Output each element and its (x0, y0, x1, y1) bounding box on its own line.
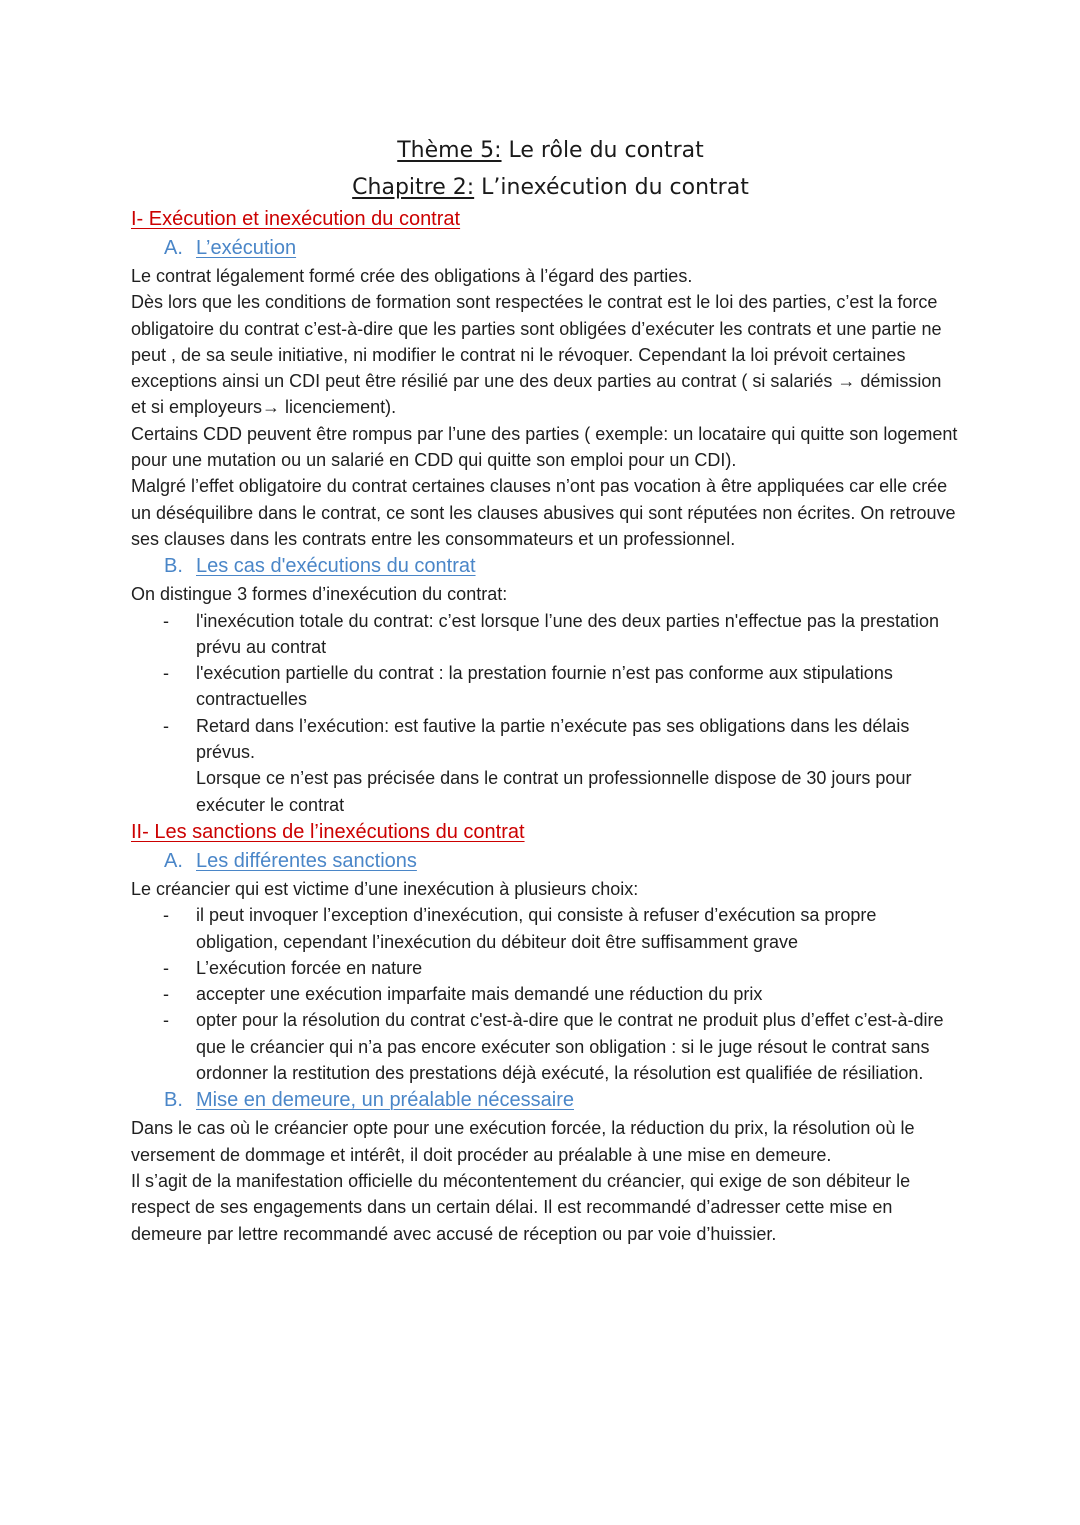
paragraph: Le contrat légalement formé crée des obligations à l’égard des parties. (131, 266, 693, 286)
dash-bullet: - (163, 663, 169, 684)
subsection-title: Mise en demeure, un préalable nécessaire (196, 1089, 574, 1112)
section-2-heading: II- Les sanctions de l’inexécutions du contrat (131, 820, 525, 843)
paragraph: Malgré l’effet obligatoire du contrat certaines clauses n’ont pas vocation à être appliquées car elle crée un déséquilibre dans le contrat, ce sont les clauses abusives qui sont réputées non écrites. On retrouve ses clauses dans les contrats entre les consommateurs et un professionnel. (131, 476, 956, 549)
subsection-letter: B. (164, 1089, 183, 1112)
dash-bullet: - (163, 905, 169, 926)
list-intro: On distingue 3 formes d’inexécution du contrat: (131, 584, 508, 605)
chapter-text: L’inexécution du contrat (474, 175, 749, 200)
list-item-text: opter pour la résolution du contrat c'est-à-dire que le contrat ne produit plus d’effet c’est-à-dire que le créancier qui n’a pas encore exécuter son obligation : si le juge résout le contrat sans ordonner la restitution des prestations déjà exécuté, la résolution est qualifiée de résiliation. (196, 1010, 944, 1084)
paragraph: Certains CDD peuvent être rompus par l’une des parties ( exemple: un locataire qui quitte son logement pour une mutation ou un salarié en CDD qui quitte son emploi pour un CDI). (131, 423, 958, 471)
list-item (131, 1007, 961, 1086)
subsection-letter: A. (164, 849, 183, 872)
dash-bullet: - (163, 1010, 169, 1031)
subsection-1a-heading (131, 234, 961, 263)
subsection-2b-heading (131, 1086, 961, 1115)
dash-bullet: - (163, 957, 169, 978)
subsection-title: L’exécution (196, 237, 297, 259)
list-continuation: Lorsque ce n’est pas précisée dans le contrat un professionnelle dispose de 30 jours pour exécuter le contrat (196, 768, 912, 815)
subsection-title: Les cas d'exécutions du contrat (196, 555, 476, 578)
dash-bullet: - (163, 610, 169, 631)
chapter-title (140, 169, 961, 206)
document-content (131, 132, 961, 1247)
dash-bullet: - (163, 715, 169, 736)
list-item-text: accepter une exécution imparfaite mais demandé une réduction du prix (196, 984, 763, 1005)
list-item-text: l'inexécution totale du contrat: c’est lorsque l’une des deux parties n'effectue pas la prestation prévu au contrat (196, 610, 940, 657)
list-item-text: L’exécution forcée en nature (196, 957, 423, 978)
list-item (131, 713, 961, 766)
theme-title (140, 132, 961, 169)
sanctions-list (131, 902, 961, 1086)
list-item (131, 608, 961, 661)
paragraph: Dans le cas où le créancier opte pour une exécution forcée, la réduction du prix, la résolution où le versement de dommage et intérêt, il doit procéder au préalable à une mise en demeure. (131, 1118, 915, 1165)
paragraph: Dès lors que les conditions de formation sont respectées le contrat est le loi des parties, c’est la force obligatoire du contrat c’est-à-dire que les parties sont obligées d’exécuter les contrats et une partie ne peut , de sa seule initiative, ni modifier le contrat ni le révoquer. Cependant la loi prévoit certaines exceptions ainsi un CDI peut être résilié par une des deux parties au contrat ( si salariés → démission et si employeurs→ licenciement). (131, 292, 942, 418)
inexecution-forms-list (131, 608, 961, 766)
dash-bullet: - (163, 984, 169, 1005)
theme-label: Thème 5: (397, 138, 502, 163)
list-item-text: il peut invoquer l’exception d’inexécution, qui consiste à refuser d’exécution sa propre obligation, cependant l’inexécution du débiteur doit être suffisamment grave (196, 905, 877, 952)
subsection-letter: B. (164, 555, 183, 578)
section-1-heading: I- Exécution et inexécution du contrat (131, 208, 461, 230)
list-item (131, 902, 961, 955)
subsection-2a-heading (131, 847, 961, 876)
subsection-title: Les différentes sanctions (196, 849, 417, 872)
chapter-label: Chapitre 2: (352, 175, 475, 200)
list-item-text: l'exécution partielle du contrat : la prestation fournie n’est pas conforme aux stipulations contractuelles (196, 663, 893, 710)
paragraph: Il s’agit de la manifestation officielle du mécontentement du créancier, qui exige de son débiteur le respect de ses engagements dans un certain délai. Il est recommandé d’adresser cette mise en demeure par lettre recommandé avec accusé de réception ou par voie d’huissier. (131, 1170, 911, 1244)
list-item-text: Retard dans l’exécution: est fautive la partie n’exécute pas ses obligations dans les délais prévus. (196, 715, 910, 763)
list-item (131, 660, 961, 713)
subsection-letter: A. (164, 237, 183, 259)
list-intro: Le créancier qui est victime d’une inexécution à plusieurs choix: (131, 878, 639, 899)
list-item (131, 955, 961, 981)
theme-text: Le rôle du contrat (501, 138, 704, 163)
subsection-1b-heading (131, 552, 961, 581)
list-item (131, 981, 961, 1007)
